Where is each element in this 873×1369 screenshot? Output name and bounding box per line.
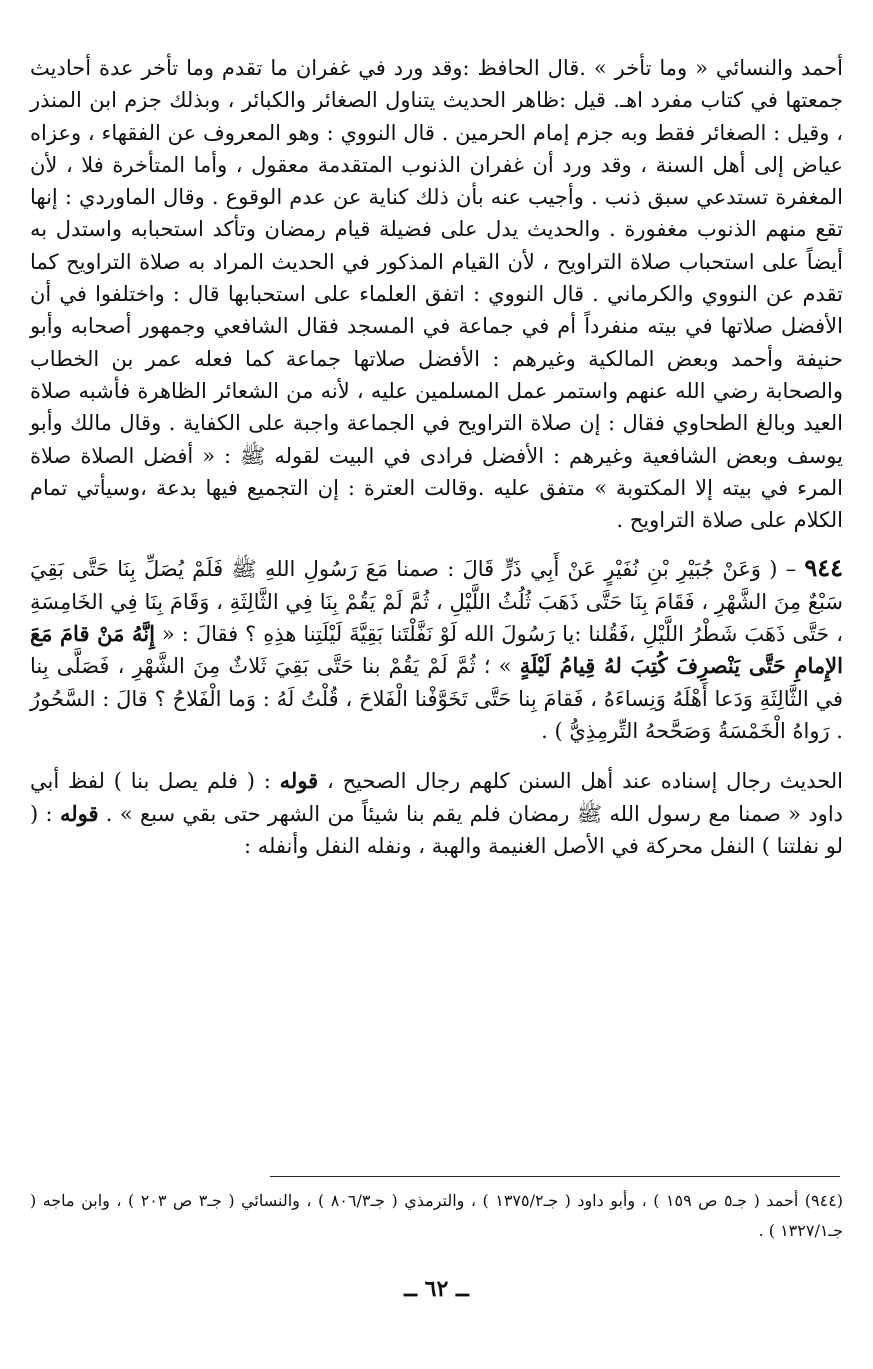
intro-text: أحمد والنسائي « وما تأخر » .قال الحافظ :وقد ورد في غفران ما تقدم وما تأخر عدة أحاديث جمعتها في كتاب مفرد اهـ. قيل :ظاهر الحديث يتناول الصغائر والكبائر ، وبذلك جزم ابن المنذر ، وقيل : الصغائر فقط وبه جزم إمام الحرمين . قال النووي : وهو المعروف عن الفقهاء ، وعزاه عياض إلى أهل السنة ، وقد ورد أن غفران الذنوب المتقدمة معقول ، وأما المتأخرة فلا ، لأن المغفرة تستدعي سبق ذنب . وأجيب عنه بأن ذلك كناية عن عدم الوقوع . وقال الماوردي : إنها تقع منهم الذنوب مغفورة . والحديث يدل على فضيلة قيام رمضان وتأكد استحبابه واستدل به أيضاً على استحباب صلاة التراويح ، لأن القيام المذكور في الحديث المراد به صلاة التراويح كما تقدم عن النووي والكرماني . قال النووي : اتفق العلماء على استحبابها قال : واختلفوا في أن الأفضل صلاتها في بيته منفرداً أم في جماعة في المسجد فقال الشافعي وجمهور أصحابه وأبو حنيفة وأحمد وبعض المالكية وغيرهم : الأفضل صلاتها جماعة كما فعله عمر بن الخطاب والصحابة رضي الله عنهم واستمر عمل المسلمين عليه ، لأنه من الشعائر الظاهرة فأشبه صلاة العيد وبالغ الطحاوي فقال : إن صلاة التراويح في الجماعة واجبة على الكفاية . وقال مالك وأبو يوسف وبعض الشافعية وغيرهم : الأفضل فرادى في البيت لقوله ﷺ : « أفضل الصلاة صلاة المرء في بيته إلا المكتوبة » متفق عليه .وقالت العترة : إن التجميع فيها بدعة ،وسيأتي تمام الكلام على صلاة التراويح . bbox=[30, 56, 843, 533]
hadith-paragraph bbox=[30, 552, 843, 747]
footnote-divider bbox=[270, 1176, 840, 1177]
hadith-number: ٩٤٤ bbox=[804, 553, 843, 583]
hadith-bold-quote: إِنَّهُ مَنْ قامَ مَعَ الإِمامِ حَتَّى يَنْصرِفَ كُتِبَ لهُ قِيامُ لَيْلَةٍ bbox=[30, 621, 843, 679]
commentary-text-part3: : ( لو نفلتنا ) النفل محركة في الأصل الغنيمة والهبة ، ونفله النفل وأنفله : bbox=[30, 801, 843, 858]
footnote-text: (٩٤٤) أحمد ( جـ٥ ص ١٥٩ ) ، وأبو داود ( جـ١٣٧٥/٢ ) ، والترمذي ( جـ٨٠٦/٣ ) ، والنسائي ( جـ٣ ص ٢٠٣ ) ، وابن ماجه ( جـ١٣٢٧/١ ) . bbox=[30, 1191, 844, 1240]
commentary-text-part2: : ( فلم يصل بنا ) لفظ أبي داود « صمنا مع رسول الله ﷺ رمضان فلم يقم بنا شيئاً من الشهر حتى بقي سبع » . bbox=[30, 769, 844, 826]
footnote bbox=[30, 1186, 843, 1246]
intro-paragraph bbox=[30, 52, 843, 536]
commentary-qawluhu-1: قوله bbox=[279, 768, 319, 794]
commentary-text-part1: الحديث رجال إسناده عند أهل السنن كلهم رجال الصحيح ، bbox=[318, 769, 844, 794]
page-body bbox=[30, 52, 843, 862]
hadith-text-part1: – ( وَعَنْ جُبَيْرِ بْنِ نُفَيْرٍ عَنْ أَبِي ذَرٍّ قَالَ : صمنا مَعَ رَسُولِ اللهِ ﷺ فَلَمْ يُصَلِّ بِنَا حَتَّى بَقِيَ سَبْعٌ مِنَ الشَّهْرِ ، فَقَامَ بِنَا حَتَّى ذَهَبَ ثُلُثُ اللَّيْلِ ، ثُمَّ لَمْ يَقُمْ بِنَا فِي الثَّالِثَةِ ، وَقَامَ بِنَا فِي الخَامِسَةِ ، حَتَّى ذَهَبَ شَطْرُ اللَّيْلِ ،فَقُلنا :يا رَسُولَ الله لَوْ نَفَّلْتَنا بَقِيَّةَ لَيْلَتِنا هذِهِ ؟ فقالَ : « bbox=[30, 557, 843, 647]
hadith-text-part2: » ؛ ثُمَّ لَمْ يَقُمْ بنا حَتَّى بَقِيَ ثَلاثٌ مِنَ الشَّهْرِ ، فَصَلَّى بِنا في الثَّالِثَةِ وَدَعا أَهْلَهُ وَنِساءَهُ ، فَقامَ بِنا حَتَّى تَخَوَّفْنا الْفَلاحَ ، قُلْتُ لَهُ : وَما الْفَلاحُ ؟ قالَ : السَّحُورُ . رَواهُ الْخَمْسَةُ وَصَحَّحهُ التِّرمِذِيُّ ) . bbox=[30, 654, 843, 743]
commentary-qawluhu-2: قوله bbox=[59, 800, 99, 826]
page-number: ــ ٦٢ ــ bbox=[404, 1276, 469, 1302]
commentary-paragraph bbox=[30, 765, 843, 862]
